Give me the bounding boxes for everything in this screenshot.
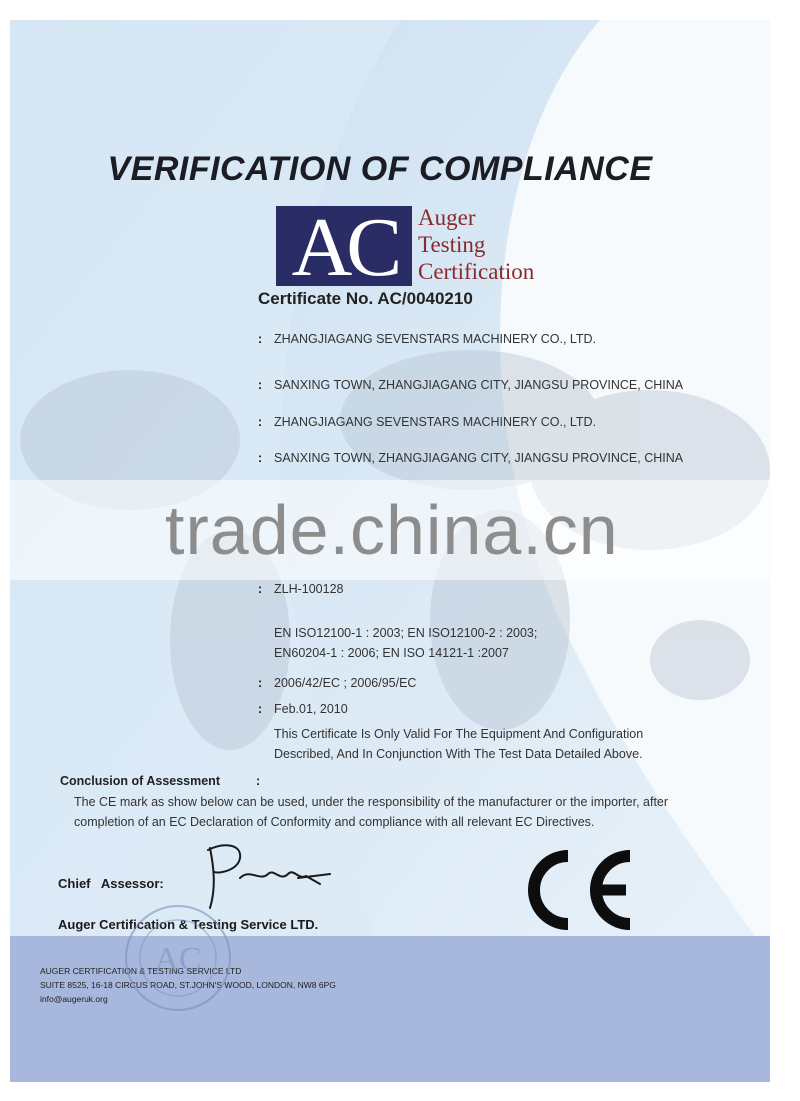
field-value: ZHANGJIAGANG SEVENSTARS MACHINERY CO., LTD. [274, 332, 597, 346]
logo-letters: AC [291, 201, 397, 294]
footer-company: AUGER CERTIFICATION & TESTING SERVICE LTD [40, 966, 242, 976]
logo-word-2: Testing [418, 232, 486, 257]
document-title: VERIFICATION OF COMPLIANCE [107, 150, 653, 188]
field-value: SANXING TOWN, ZHANGJIAGANG CITY, JIANGSU PROVINCE, CHINA [274, 378, 684, 392]
issuer-company: Auger Certification & Testing Service LTD. [58, 917, 319, 932]
field-colon: : [258, 676, 263, 690]
field-value-line2: Described, And In Conjunction With The Test Data Detailed Above. [274, 747, 643, 761]
conclusion-text [74, 792, 774, 832]
ac-logo [276, 201, 412, 294]
field-value: 2006/42/EC ; 2006/95/EC [274, 676, 417, 690]
field-value: ZHANGJIAGANG SEVENSTARS MACHINERY CO., LTD. [274, 415, 597, 429]
ce-mark [518, 848, 636, 932]
certificate-number: Certificate No. AC/0040210 [258, 289, 473, 308]
footer-address: SUITE 8525, 16-18 CIRCUS ROAD, ST.JOHN'S WOOD, LONDON, NW8 6PG [40, 980, 336, 990]
conclusion-line2: completion of an EC Declaration of Conformity and compliance with all relevant EC Directives. [74, 815, 595, 829]
field-value-line1: EN ISO12100-1 : 2003; EN ISO12100-2 : 2003; [274, 626, 538, 640]
field-colon: : [258, 415, 263, 429]
seal-stamp [118, 898, 238, 1018]
field-colon: : [256, 774, 261, 788]
field-colon: : [258, 582, 263, 596]
chief-assessor-label: Chief Assessor: [58, 876, 164, 891]
field-colon: : [258, 702, 263, 716]
field-value-line2: EN60204-1 : 2006; EN ISO 14121-1 :2007 [274, 646, 509, 660]
watermark-band [0, 480, 800, 580]
svg-text:AC: AC [154, 941, 202, 978]
conclusion-label: Conclusion of Assessment [60, 774, 220, 788]
footer-email: info@augeruk.org [40, 994, 108, 1004]
field-value-line1: This Certificate Is Only Valid For The Equipment And Configuration [274, 727, 644, 741]
field-colon: : [258, 378, 263, 392]
field-value: Feb.01, 2010 [274, 702, 348, 716]
logo-word-3: Certification [418, 259, 535, 284]
logo-wordmark [418, 204, 534, 285]
field-value: ZLH-100128 [274, 582, 344, 596]
field-colon: : [258, 451, 263, 465]
conclusion-line1: The CE mark as show below can be used, under the responsibility of the manufacturer or the importer, after [74, 795, 669, 809]
watermark-text: trade.china.cn [165, 491, 619, 569]
logo-word-1: Auger [418, 205, 476, 230]
field-colon: : [258, 332, 263, 346]
field-value: SANXING TOWN, ZHANGJIAGANG CITY, JIANGSU PROVINCE, CHINA [274, 451, 684, 465]
